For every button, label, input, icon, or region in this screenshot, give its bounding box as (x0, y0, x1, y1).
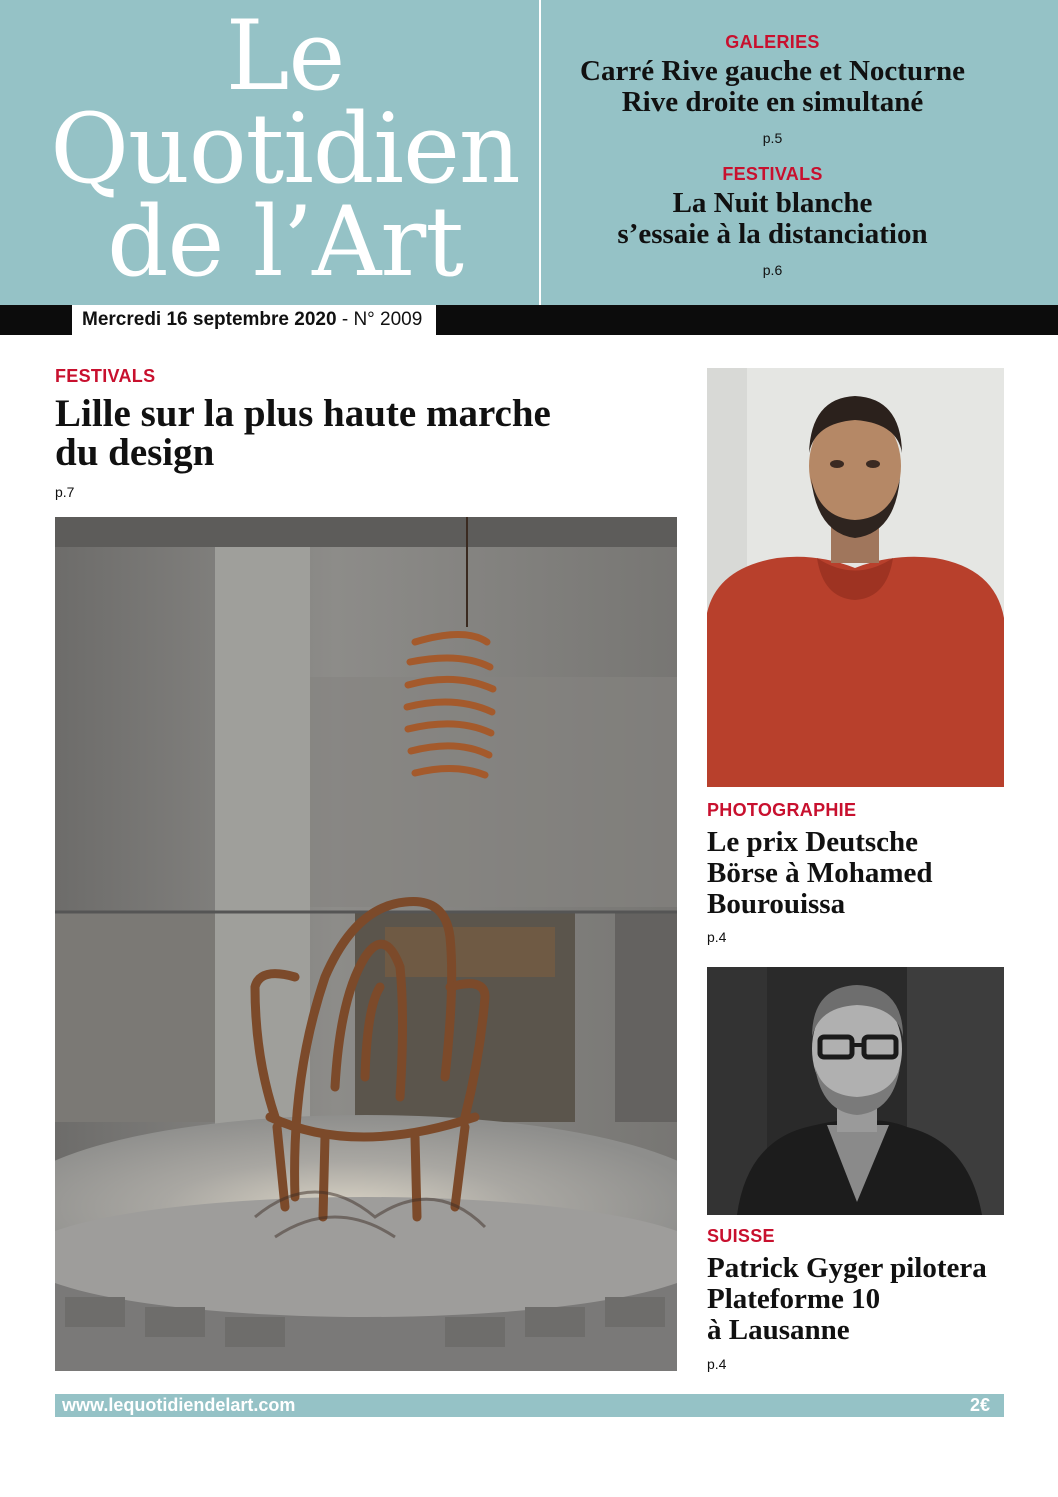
bourouissa-photo[interactable] (707, 368, 1004, 787)
sidebar-page-ref: p.4 (707, 1356, 727, 1372)
date-bar (0, 305, 1058, 335)
teaser-title-line: s’essaie à la distanciation (617, 218, 928, 250)
issue-info (72, 305, 436, 335)
teaser-page-ref: p.5 (762, 130, 783, 146)
portrait-bw-image (707, 967, 1004, 1215)
sidebar-headline-line: Le prix Deutsche (707, 826, 919, 858)
sidebar-headline[interactable] (707, 1253, 1027, 1346)
sidebar-kicker: SUISSE (707, 1226, 775, 1246)
logo-line: Le (225, 0, 345, 112)
portrait-red-sweater-image (707, 368, 1004, 787)
teaser-festivals[interactable] (545, 164, 1000, 278)
sidebar-kicker: PHOTOGRAPHIE (707, 800, 857, 820)
teaser-title (545, 188, 1000, 250)
lead-photo[interactable] (55, 517, 677, 1371)
logo-line: de l’Art (107, 186, 463, 298)
lead-headline[interactable] (55, 394, 655, 472)
lead-headline-line: du design (55, 431, 215, 474)
teaser-title-line: La Nuit blanche (672, 187, 873, 219)
lead-headline-line: Lille sur la plus haute marche (55, 392, 551, 435)
sidebar-headline-line: Börse à Mohamed (707, 857, 933, 889)
gyger-photo[interactable] (707, 967, 1004, 1215)
teaser-galeries[interactable] (545, 32, 1000, 146)
website-link[interactable]: www.lequotidiendelart.com (62, 1395, 296, 1415)
teaser-kicker: FESTIVALS (722, 164, 823, 184)
teaser-title (545, 56, 1000, 118)
teaser-kicker: GALERIES (725, 32, 820, 52)
issue-date: Mercredi 16 septembre 2020 (82, 309, 337, 330)
teaser-title-line: Carré Rive gauche et Nocturne (580, 55, 965, 87)
sidebar-headline-line: Patrick Gyger pilotera (707, 1252, 987, 1284)
masthead (0, 0, 1058, 305)
issue-number: N° 2009 (353, 309, 423, 330)
issue-separator: - (336, 309, 354, 330)
lead-page-ref: p.7 (55, 484, 75, 500)
footer-bar (55, 1394, 1004, 1417)
lead-kicker: FESTIVALS (55, 366, 156, 386)
logo[interactable] (40, 0, 530, 298)
chair-sculpture-image (55, 517, 677, 1371)
masthead-divider (539, 0, 541, 305)
sidebar-headline-line: à Lausanne (707, 1314, 850, 1346)
logo-line: Quotidien (50, 93, 520, 205)
sidebar-headline-line: Plateforme 10 (707, 1283, 881, 1315)
sidebar-page-ref: p.4 (707, 929, 727, 945)
sidebar-headline[interactable] (707, 827, 1027, 920)
teaser-page-ref: p.6 (762, 262, 783, 278)
price: 2€ (969, 1395, 990, 1415)
teaser-title-line: Rive droite en simultané (621, 86, 924, 118)
sidebar-headline-line: Bourouissa (707, 888, 846, 920)
